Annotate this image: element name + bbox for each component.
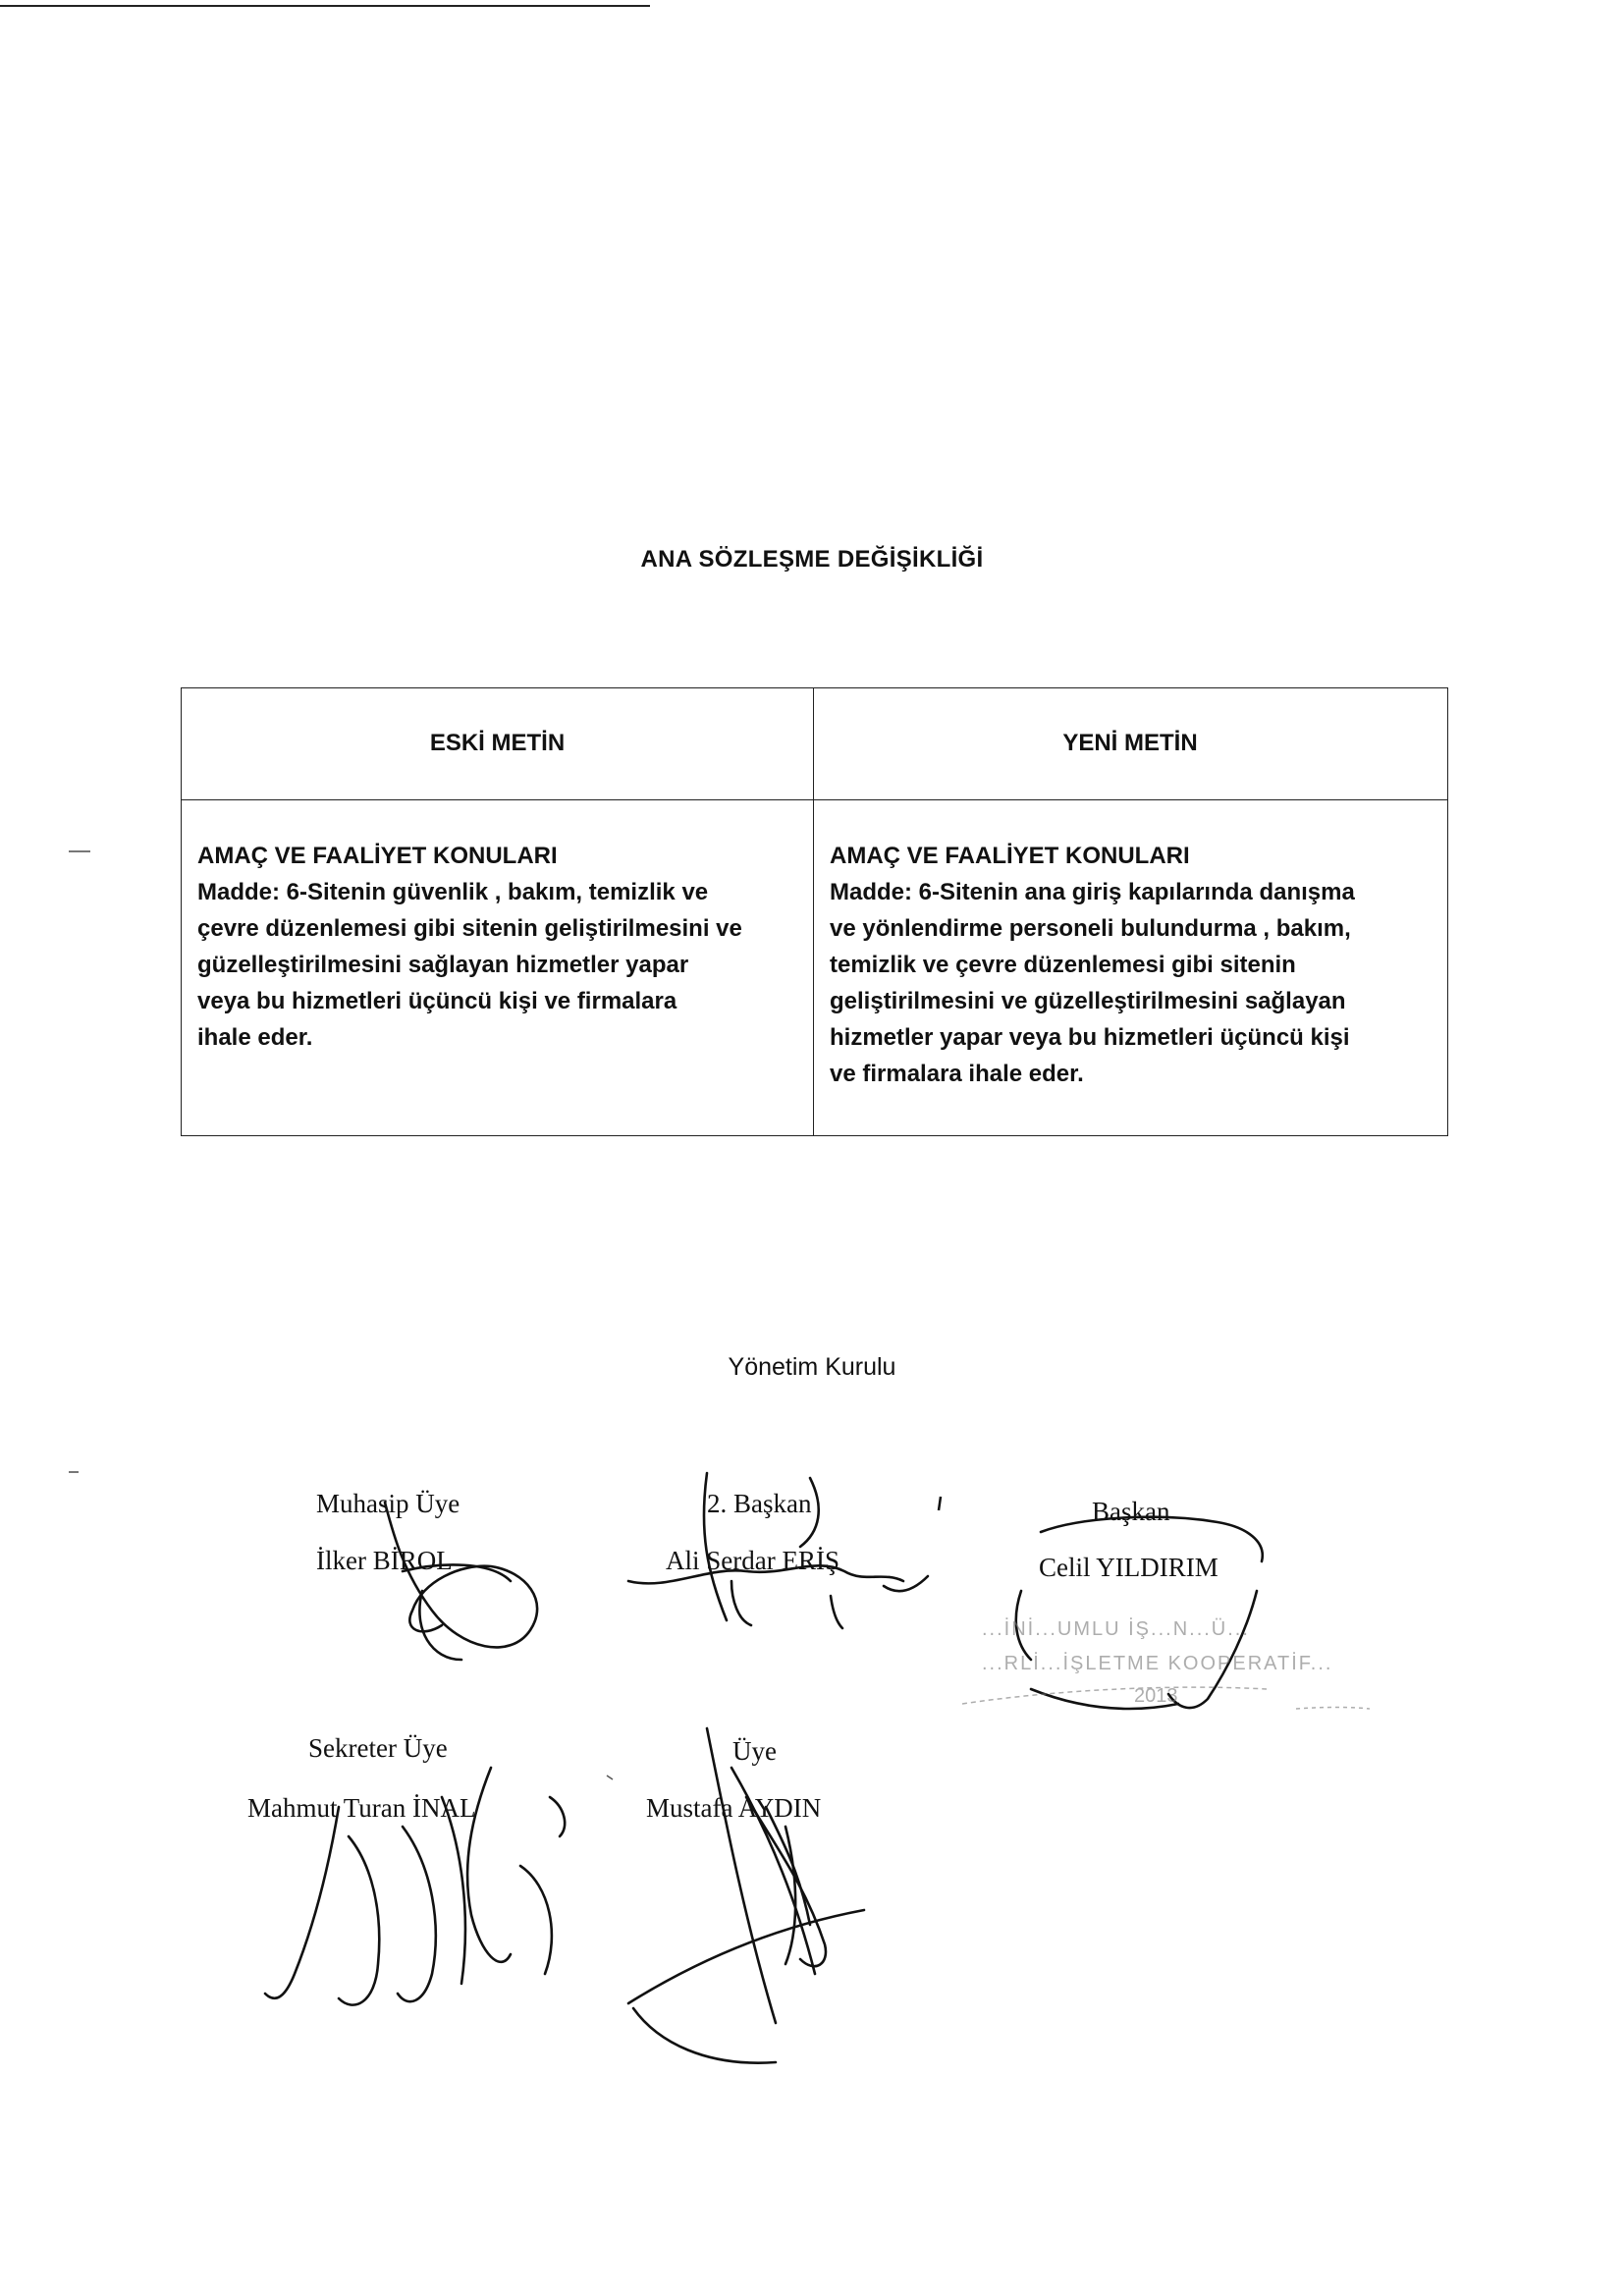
old-text-line: Madde: 6-Sitenin güvenlik , bakım, temizlik ve [197,879,709,905]
new-text-cell [830,838,1443,1092]
signatory-name: İlker BİROL [316,1546,453,1575]
document-title: ANA SÖZLEŞME DEĞİŞİKLİĞİ [640,546,984,573]
signature-scribble [442,1797,465,1984]
signature-scribble [1016,1591,1031,1660]
signature-scribble [884,1576,928,1591]
signature-scribble [831,1596,842,1628]
new-text-line: ve firmalara ihale eder. [830,1061,1084,1087]
old-text-cell [197,838,806,1056]
signatory-role: Başkan [1092,1497,1170,1526]
signature-scribble [766,1807,810,1925]
top-edge-rule [0,5,650,7]
signature-scribble [398,1827,436,2001]
new-text-line: geliştirilmesini ve güzelleştirilmesini sağlayan [830,988,1346,1014]
signatory-name: Mustafa AYDIN [646,1793,822,1823]
signature-scribble [1168,1591,1257,1708]
stamp-text-line: ...İNİ...UMLU İŞ...N...Ü... [982,1618,1250,1640]
signatory-role: 2. Başkan [707,1489,812,1518]
signature-scribble [520,1866,552,1974]
signature-scribble [265,1807,339,1998]
new-text-line: temizlik ve çevre düzenlemesi gibi sitenin [830,952,1296,978]
old-text-line: ihale eder. [197,1024,313,1051]
table-row-divider [182,799,1447,800]
signature-scribble [550,1797,565,1836]
stamp-text-line: 2013 [1134,1685,1178,1707]
new-text-line: Madde: 6-Sitenin ana giriş kapılarında danışma [830,879,1355,905]
signatory-name: Mahmut Turan İNAL [247,1793,476,1823]
signature-scribble [419,1591,461,1660]
signature-scribble [339,1836,379,2005]
signatory-name: Ali Serdar ERİŞ [666,1546,839,1575]
signature-scribble [785,1827,795,1964]
signatory-name: Celil YILDIRIM [1039,1553,1218,1582]
signature-scribble [1031,1689,1178,1709]
new-text-heading: AMAÇ VE FAALİYET KONULARI [830,843,1190,869]
signatory-role: Üye [732,1736,777,1766]
scan-artifact-mark [69,1471,79,1473]
old-text-heading: AMAÇ VE FAALİYET KONULARI [197,843,558,869]
board-title: Yönetim Kurulu [728,1353,896,1381]
old-text-line: güzelleştirilmesini sağlayan hizmetler yapar [197,952,689,978]
stamp-text-line: ...RLİ...İŞLETME KOOPERATİF... [982,1653,1333,1674]
scan-artifact-mark [69,850,90,852]
old-text-header: ESKİ METİN [429,730,566,756]
new-text-line: ve yönlendirme personeli bulundurma , bakım, [830,915,1351,942]
signatory-role: Sekreter Üye [308,1733,448,1763]
signature-scribble [628,1910,864,2003]
new-text-header: YENİ METİN [1062,730,1198,756]
signature-scribble [707,1728,776,2023]
new-text-line: hizmetler yapar veya bu hizmetleri üçüncü kişi [830,1024,1350,1051]
comparison-table [181,687,1448,1136]
signatory-role: Muhasip Üye [316,1489,460,1518]
old-text-line: çevre düzenlemesi gibi sitenin geliştirilmesini ve [197,915,742,942]
signature-scribble [731,1581,751,1625]
old-text-line: veya bu hizmetleri üçüncü kişi ve firmalara [197,988,677,1014]
signature-scribble [633,2008,776,2063]
